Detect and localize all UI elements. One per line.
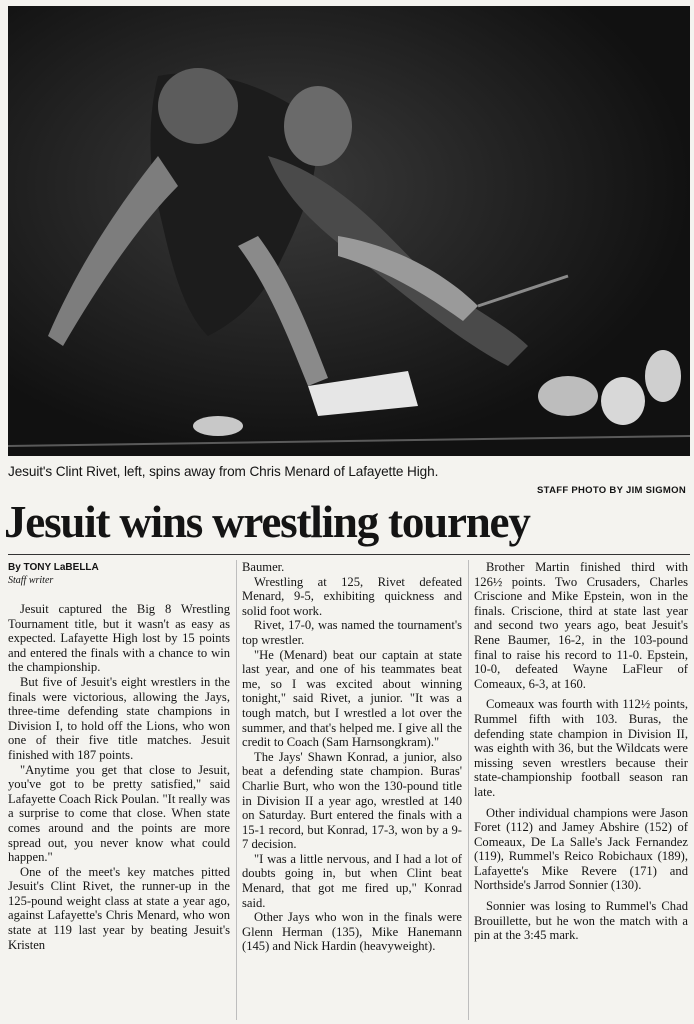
paragraph: "Anytime you get that close to Jesuit, you've got to be pretty satisfied," said Lafayette Coach Rick Poulan. "It really was a surprise to come that close. When state comes around and the points are more spread out, you never know what could happen.": [8, 762, 230, 865]
paragraph: Baumer.: [242, 560, 285, 574]
column-divider: [236, 560, 237, 1020]
photo-caption: Jesuit's Clint Rivet, left, spins away from Chris Menard of Lafayette High.: [8, 464, 439, 479]
paragraph: Comeaux was fourth with 112½ points, Rummel fifth with 103. Buras, the defending state champion in Division II, was eighth with 36, but the Wildcats were missing seven wrestlers because their state-championship football season ran late.: [474, 697, 688, 799]
paragraph: Sonnier was losing to Rummel's Chad Brouillette, but he won the match with a pin at the 3:45 mark.: [474, 899, 688, 943]
paragraph: Rivet, 17-0, was named the tournament's top wrestler.: [242, 618, 462, 647]
paragraph: "He (Menard) beat our captain at state last year, and one of his teammates beat me, so I was excited about winning tonight," said Rivet, a junior. "It was a tough match, but I wrestled a lot over the summer, and that's helped me. I give all the credit to Coach (Sam Harnsongkram).": [242, 647, 462, 750]
wrestling-photo-illustration: [8, 6, 690, 456]
wrestling-photo: [8, 6, 690, 456]
paragraph: Jesuit captured the Big 8 Wrestling Tournament title, but it wasn't as easy as expected. Lafayette High lost by 15 points and entered the finals with a chance to win the championship.: [8, 602, 230, 675]
article-column-1: [8, 602, 230, 952]
paragraph: "I was a little nervous, and I had a lot of doubts going in, but when Clint beat Menard, that got me fired up," Konrad said.: [242, 851, 462, 910]
photo-credit: STAFF PHOTO BY JIM SIGMON: [537, 485, 686, 496]
column-divider: [468, 560, 469, 1020]
paragraph: One of the meet's key matches pitted Jesuit's Clint Rivet, the runner-up in the 125-pound weight class at state a year ago, against Lafayette's Chris Menard, who won state at 119 last year by beating Jesuit's Kristen: [8, 864, 230, 952]
paragraph: But five of Jesuit's eight wrestlers in the finals were victorious, allowing the Jays, three-time defending state champions in Division I, to hold off the Lions, who won one of their five title matches. Jesuit finished with 187 points.: [8, 674, 230, 762]
byline: By TONY LaBELLA: [8, 562, 99, 573]
byline-role: Staff writer: [8, 575, 54, 586]
paragraph: Wrestling at 125, Rivet defeated Menard, 9-5, exhibiting quickness and solid foot work.: [242, 574, 462, 618]
article-column-2: [242, 560, 462, 954]
headline: Jesuit wins wrestling tourney: [4, 497, 530, 547]
paragraph: Brother Martin finished third with 126½ points. Two Crusaders, Charles Criscione and Mike Epstein, won in the finals. Criscione, third at state last year and second two years ago, beat Jesuit's Rene Baumer, 16-2, in the 103-pound final to raise his record to 11-0. Epstein, 10-0, defeated Wayne LaFleur of Comeaux, 6-3, at 160.: [474, 560, 688, 691]
paragraph: The Jays' Shawn Konrad, a junior, also beat a defending state champion. Buras' Charlie Burt, who won the 130-pound title in Division II a year ago, wrestled at 140 on Saturday. Burt entered the finals with a 15-1 record, but Konrad, 17-3, won by a 9-7 decision.: [242, 749, 462, 852]
paragraph: Other individual champions were Jason Foret (112) and Jamey Abshire (152) of Comeaux, De La Salle's Jack Fernandez (119), Rummel's Reico Robichaux (189), Lafayette's Mike Revere (171) and Northside's Jarrod Sonnier (130).: [474, 805, 688, 893]
paragraph: Other Jays who won in the finals were Glenn Herman (135), Mike Hanemann (145) and Nick Hardin (heavyweight).: [242, 910, 462, 954]
divider: [8, 554, 690, 555]
article-column-3: [474, 560, 688, 943]
